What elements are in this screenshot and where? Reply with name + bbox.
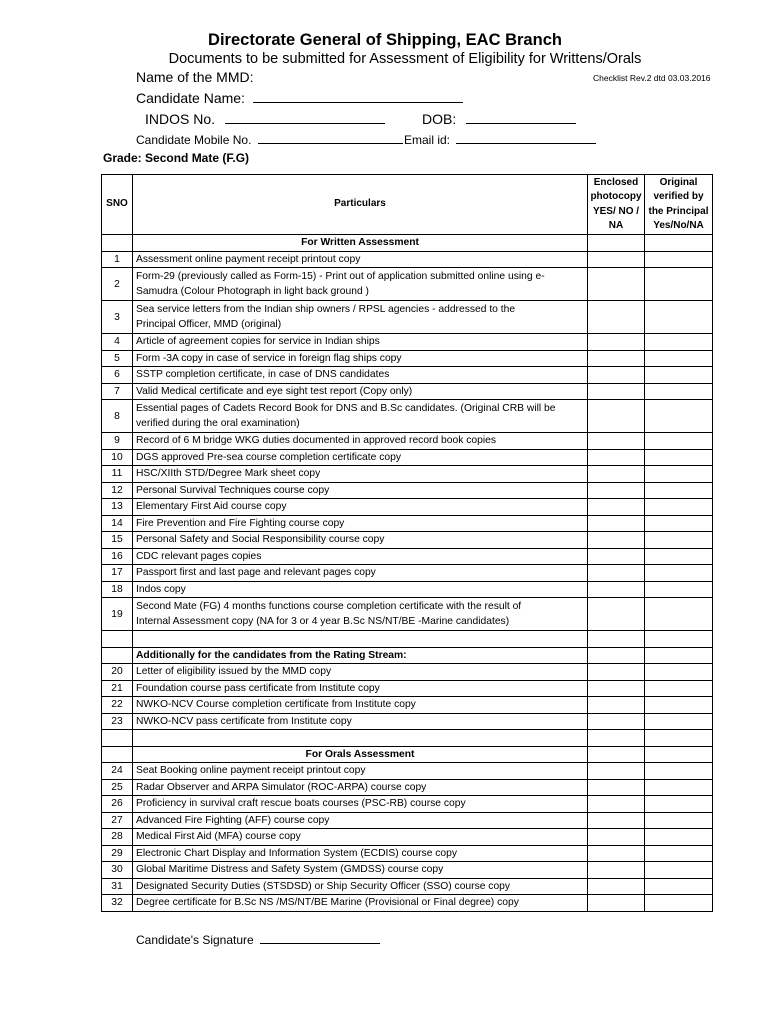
table-row (102, 598, 713, 631)
sno-cell: 16 (102, 548, 133, 565)
particulars-line: Personal Survival Techniques course copy (136, 484, 330, 496)
mobile-row (136, 133, 403, 147)
particulars-line: CDC relevant pages copies (136, 550, 262, 562)
particulars-cell (133, 895, 588, 912)
original-cell[interactable] (645, 713, 713, 730)
table-row (102, 812, 713, 829)
particulars-line: Proficiency in survival craft rescue boats courses (PSC-RB) course copy (136, 798, 466, 810)
original-cell[interactable] (645, 499, 713, 516)
dob-field[interactable] (466, 111, 576, 124)
sno-cell (102, 730, 133, 747)
enclosed-cell[interactable] (588, 334, 645, 351)
particulars-cell (133, 664, 588, 681)
enclosed-cell[interactable] (588, 895, 645, 912)
table-row (102, 895, 713, 912)
original-cell[interactable] (645, 350, 713, 367)
particulars-line: Passport first and last page and relevant pages copy (136, 567, 376, 579)
header-enclosed (588, 175, 645, 235)
sno-cell: 27 (102, 812, 133, 829)
checklist-body (102, 175, 713, 912)
table-row (102, 548, 713, 565)
enclosed-cell[interactable] (588, 499, 645, 516)
particulars-cell (133, 334, 588, 351)
sno-cell: 30 (102, 862, 133, 879)
particulars-line: Personal Safety and Social Responsibility course copy (136, 534, 385, 546)
table-row (102, 367, 713, 384)
particulars-cell (133, 796, 588, 813)
original-cell[interactable] (645, 301, 713, 334)
enclosed-cell[interactable] (588, 680, 645, 697)
sno-cell: 6 (102, 367, 133, 384)
header-particulars: Particulars (133, 175, 588, 235)
header-original-line: Yes/No/NA (653, 220, 704, 231)
table-row (102, 383, 713, 400)
header-sno: SNO (102, 175, 133, 235)
blank-row (102, 631, 713, 648)
particulars-line: Form-29 (previously called as Form-15) - Print out of application submitted online using e- (136, 271, 545, 282)
sno-cell: 14 (102, 515, 133, 532)
sno-cell (102, 631, 133, 648)
particulars-line: Foundation course pass certificate from Institute copy (136, 682, 380, 694)
candidate-name-row (136, 90, 463, 106)
checklist-table (101, 174, 713, 912)
particulars-cell (133, 631, 588, 648)
enclosed-cell[interactable] (588, 367, 645, 384)
original-cell[interactable] (645, 532, 713, 549)
original-cell[interactable] (645, 383, 713, 400)
original-cell[interactable] (645, 598, 713, 631)
original-cell[interactable] (645, 449, 713, 466)
original-cell[interactable] (645, 763, 713, 780)
particulars-cell (133, 268, 588, 301)
original-cell[interactable] (645, 235, 713, 252)
header-original-line: verified by (653, 191, 704, 202)
original-cell[interactable] (645, 680, 713, 697)
particulars-cell (133, 301, 588, 334)
original-cell[interactable] (645, 730, 713, 747)
original-cell[interactable] (645, 631, 713, 648)
table-row (102, 763, 713, 780)
table-row (102, 400, 713, 433)
sno-cell: 9 (102, 433, 133, 450)
sno-cell: 1 (102, 251, 133, 268)
particulars-cell (133, 845, 588, 862)
particulars-line: Samudra (Colour Photograph in light back ground ) (136, 286, 369, 297)
enclosed-cell[interactable] (588, 812, 645, 829)
indos-row (145, 111, 385, 127)
original-cell[interactable] (645, 647, 713, 664)
sno-cell: 32 (102, 895, 133, 912)
sno-cell: 24 (102, 763, 133, 780)
table-row (102, 499, 713, 516)
particulars-line: HSC/XIIth STD/Degree Mark sheet copy (136, 468, 321, 480)
enclosed-cell[interactable] (588, 532, 645, 549)
table-row (102, 878, 713, 895)
particulars-line: Elementary First Aid course copy (136, 501, 287, 513)
particulars-line: Medical First Aid (MFA) course copy (136, 831, 301, 843)
header-original-line: Original (659, 176, 698, 188)
particulars-cell (133, 515, 588, 532)
sno-cell: 25 (102, 779, 133, 796)
original-cell[interactable] (645, 895, 713, 912)
sno-cell: 23 (102, 713, 133, 730)
sno-cell: 13 (102, 499, 133, 516)
section-row (102, 235, 713, 252)
particulars-line: Degree certificate for B.Sc NS /MS/NT/BE Marine (Provisional or Final degree) copy (136, 897, 519, 909)
enclosed-cell[interactable] (588, 746, 645, 763)
original-cell[interactable] (645, 581, 713, 598)
table-row (102, 334, 713, 351)
enclosed-cell[interactable] (588, 845, 645, 862)
enclosed-cell[interactable] (588, 482, 645, 499)
original-cell[interactable] (645, 779, 713, 796)
original-cell[interactable] (645, 334, 713, 351)
particulars-line: Valid Medical certificate and eye sight test report (Copy only) (136, 385, 413, 397)
sno-cell (102, 647, 133, 664)
header-original (645, 175, 713, 235)
sno-cell: 29 (102, 845, 133, 862)
dob-row (422, 111, 576, 127)
particulars-cell (133, 763, 588, 780)
particulars-line: Seat Booking online payment receipt printout copy (136, 765, 366, 777)
particulars-line: Electronic Chart Display and Information System (ECDIS) course copy (136, 847, 458, 859)
enclosed-cell[interactable] (588, 829, 645, 846)
sno-cell: 11 (102, 466, 133, 483)
sno-cell: 10 (102, 449, 133, 466)
enclosed-cell[interactable] (588, 697, 645, 714)
sno-cell: 8 (102, 400, 133, 433)
header-enclosed-line: Enclosed (593, 176, 639, 188)
indos-field[interactable] (225, 111, 385, 124)
sno-cell: 2 (102, 268, 133, 301)
enclosed-cell[interactable] (588, 713, 645, 730)
sno-cell (102, 235, 133, 252)
original-cell[interactable] (645, 515, 713, 532)
particulars-line: Indos copy (136, 583, 186, 595)
particulars-cell (133, 466, 588, 483)
enclosed-cell[interactable] (588, 878, 645, 895)
particulars-line: Internal Assessment copy (NA for 3 or 4 year B.Sc NS/NT/BE -Marine candidates) (136, 616, 510, 627)
table-row (102, 713, 713, 730)
particulars-cell (133, 812, 588, 829)
particulars-cell (133, 350, 588, 367)
blank-row (102, 730, 713, 747)
enclosed-cell[interactable] (588, 862, 645, 879)
enclosed-cell[interactable] (588, 268, 645, 301)
enclosed-cell[interactable] (588, 350, 645, 367)
enclosed-cell[interactable] (588, 730, 645, 747)
enclosed-cell[interactable] (588, 301, 645, 334)
sno-cell: 3 (102, 301, 133, 334)
header-enclosed-line: NA (608, 220, 624, 231)
enclosed-cell[interactable] (588, 664, 645, 681)
enclosed-cell[interactable] (588, 647, 645, 664)
grade-label: Grade: Second Mate (F.G) (103, 151, 250, 165)
table-row (102, 433, 713, 450)
particulars-cell (133, 680, 588, 697)
enclosed-cell[interactable] (588, 796, 645, 813)
original-cell[interactable] (645, 466, 713, 483)
original-cell[interactable] (645, 433, 713, 450)
sno-cell: 26 (102, 796, 133, 813)
candidate-name-field[interactable] (253, 90, 463, 103)
particulars-line: Assessment online payment receipt printout copy (136, 253, 361, 265)
enclosed-cell[interactable] (588, 581, 645, 598)
original-cell[interactable] (645, 845, 713, 862)
particulars-cell (133, 251, 588, 268)
enclosed-cell[interactable] (588, 631, 645, 648)
indos-label: INDOS No. (145, 111, 216, 127)
table-row (102, 779, 713, 796)
mobile-label: Candidate Mobile No. (136, 133, 252, 147)
table-row (102, 845, 713, 862)
particulars-cell (133, 433, 588, 450)
table-row (102, 796, 713, 813)
original-cell[interactable] (645, 548, 713, 565)
table-row (102, 515, 713, 532)
table-row (102, 581, 713, 598)
sno-cell: 19 (102, 598, 133, 631)
particulars-cell (133, 565, 588, 582)
enclosed-cell[interactable] (588, 235, 645, 252)
sno-cell (102, 746, 133, 763)
sno-cell: 22 (102, 697, 133, 714)
table-row (102, 829, 713, 846)
particulars-line: Form -3A copy in case of service in foreign flag ships copy (136, 352, 402, 364)
table-row (102, 251, 713, 268)
particulars-line: Global Maritime Distress and Safety System (GMDSS) course copy (136, 864, 444, 876)
original-cell[interactable] (645, 796, 713, 813)
enclosed-cell[interactable] (588, 565, 645, 582)
original-cell[interactable] (645, 664, 713, 681)
original-cell[interactable] (645, 829, 713, 846)
table-row (102, 268, 713, 301)
section-heading: For Written Assessment (133, 235, 588, 252)
original-cell[interactable] (645, 862, 713, 879)
sno-cell: 21 (102, 680, 133, 697)
particulars-cell (133, 367, 588, 384)
particulars-cell (133, 829, 588, 846)
sno-cell: 28 (102, 829, 133, 846)
table-row (102, 565, 713, 582)
original-cell[interactable] (645, 268, 713, 301)
particulars-line: Principal Officer, MMD (original) (136, 319, 282, 330)
particulars-line: NWKO-NCV pass certificate from Institute copy (136, 715, 352, 727)
particulars-cell (133, 449, 588, 466)
particulars-line: Letter of eligibility issued by the MMD copy (136, 666, 332, 678)
particulars-line: verified during the oral examination) (136, 418, 300, 429)
table-row (102, 466, 713, 483)
signature-row (136, 933, 380, 947)
particulars-cell (133, 878, 588, 895)
particulars-line: Article of agreement copies for service in Indian ships (136, 336, 380, 348)
signature-field[interactable] (260, 933, 380, 944)
particulars-cell (133, 548, 588, 565)
particulars-line: Second Mate (FG) 4 months functions course completion certificate with the result of (136, 601, 522, 612)
particulars-cell (133, 383, 588, 400)
original-cell[interactable] (645, 812, 713, 829)
sno-cell: 7 (102, 383, 133, 400)
document-title: Directorate General of Shipping, EAC Branch (208, 31, 562, 49)
sno-cell: 4 (102, 334, 133, 351)
table-row (102, 350, 713, 367)
enclosed-cell[interactable] (588, 433, 645, 450)
original-cell[interactable] (645, 565, 713, 582)
enclosed-cell[interactable] (588, 383, 645, 400)
particulars-line: Record of 6 M bridge WKG duties documented in approved record book copies (136, 435, 497, 447)
sno-cell: 15 (102, 532, 133, 549)
document-subtitle: Documents to be submitted for Assessment of Eligibility for Writtens/Orals (168, 51, 642, 67)
original-cell[interactable] (645, 697, 713, 714)
enclosed-cell[interactable] (588, 779, 645, 796)
particulars-cell (133, 862, 588, 879)
table-row (102, 697, 713, 714)
table-header-row (102, 175, 713, 235)
mobile-field[interactable] (258, 133, 403, 144)
particulars-line: Designated Security Duties (STSDSD) or Ship Security Officer (SSO) course copy (136, 880, 511, 892)
section-heading: Additionally for the candidates from the Rating Stream: (133, 647, 588, 664)
checklist-revision: Checklist Rev.2 dtd 03.03.2016 (593, 73, 711, 83)
section-heading: For Orals Assessment (133, 746, 588, 763)
table-row (102, 664, 713, 681)
original-cell[interactable] (645, 878, 713, 895)
table-row (102, 301, 713, 334)
table-row (102, 482, 713, 499)
section-row (102, 746, 713, 763)
original-cell[interactable] (645, 251, 713, 268)
enclosed-cell[interactable] (588, 598, 645, 631)
particulars-cell (133, 400, 588, 433)
particulars-line: Radar Observer and ARPA Simulator (ROC-ARPA) course copy (136, 781, 427, 793)
particulars-cell (133, 499, 588, 516)
enclosed-cell[interactable] (588, 400, 645, 433)
email-row (404, 133, 596, 147)
section-row (102, 647, 713, 664)
particulars-cell (133, 713, 588, 730)
dob-label: DOB: (422, 111, 457, 127)
table-row (102, 532, 713, 549)
enclosed-cell[interactable] (588, 515, 645, 532)
enclosed-cell[interactable] (588, 449, 645, 466)
table-row (102, 862, 713, 879)
header-enclosed-line: photocopy (590, 191, 642, 202)
sno-cell: 18 (102, 581, 133, 598)
original-cell[interactable] (645, 400, 713, 433)
particulars-line: NWKO-NCV Course completion certificate from Institute copy (136, 699, 416, 711)
sno-cell: 31 (102, 878, 133, 895)
sno-cell: 5 (102, 350, 133, 367)
particulars-cell (133, 581, 588, 598)
particulars-cell (133, 532, 588, 549)
particulars-cell (133, 779, 588, 796)
original-cell[interactable] (645, 746, 713, 763)
enclosed-cell[interactable] (588, 763, 645, 780)
email-field[interactable] (456, 133, 596, 144)
particulars-line: Advanced Fire Fighting (AFF) course copy (136, 814, 330, 826)
sno-cell: 12 (102, 482, 133, 499)
particulars-line: Essential pages of Cadets Record Book for DNS and B.Sc candidates. (Original CRB will be (136, 403, 556, 414)
enclosed-cell[interactable] (588, 466, 645, 483)
candidate-name-label: Candidate Name: (136, 90, 245, 106)
table-row (102, 680, 713, 697)
particulars-line: DGS approved Pre-sea course completion certificate copy (136, 451, 401, 463)
header-original-line: the Principal (648, 205, 709, 217)
mmd-label: Name of the MMD: (136, 69, 254, 85)
signature-label: Candidate's Signature (136, 933, 254, 947)
enclosed-cell[interactable] (588, 251, 645, 268)
table-row (102, 449, 713, 466)
particulars-cell (133, 482, 588, 499)
sno-cell: 20 (102, 664, 133, 681)
original-cell[interactable] (645, 367, 713, 384)
sno-cell: 17 (102, 565, 133, 582)
particulars-cell (133, 598, 588, 631)
header-enclosed-line: YES/ NO / (592, 205, 640, 217)
particulars-cell (133, 730, 588, 747)
original-cell[interactable] (645, 482, 713, 499)
particulars-line: Fire Prevention and Fire Fighting course copy (136, 517, 345, 529)
enclosed-cell[interactable] (588, 548, 645, 565)
particulars-line: Sea service letters from the Indian ship owners / RPSL agencies - addressed to the (136, 304, 516, 315)
particulars-line: SSTP completion certificate, in case of DNS candidates (136, 369, 390, 381)
particulars-cell (133, 697, 588, 714)
email-label: Email id: (404, 133, 451, 147)
